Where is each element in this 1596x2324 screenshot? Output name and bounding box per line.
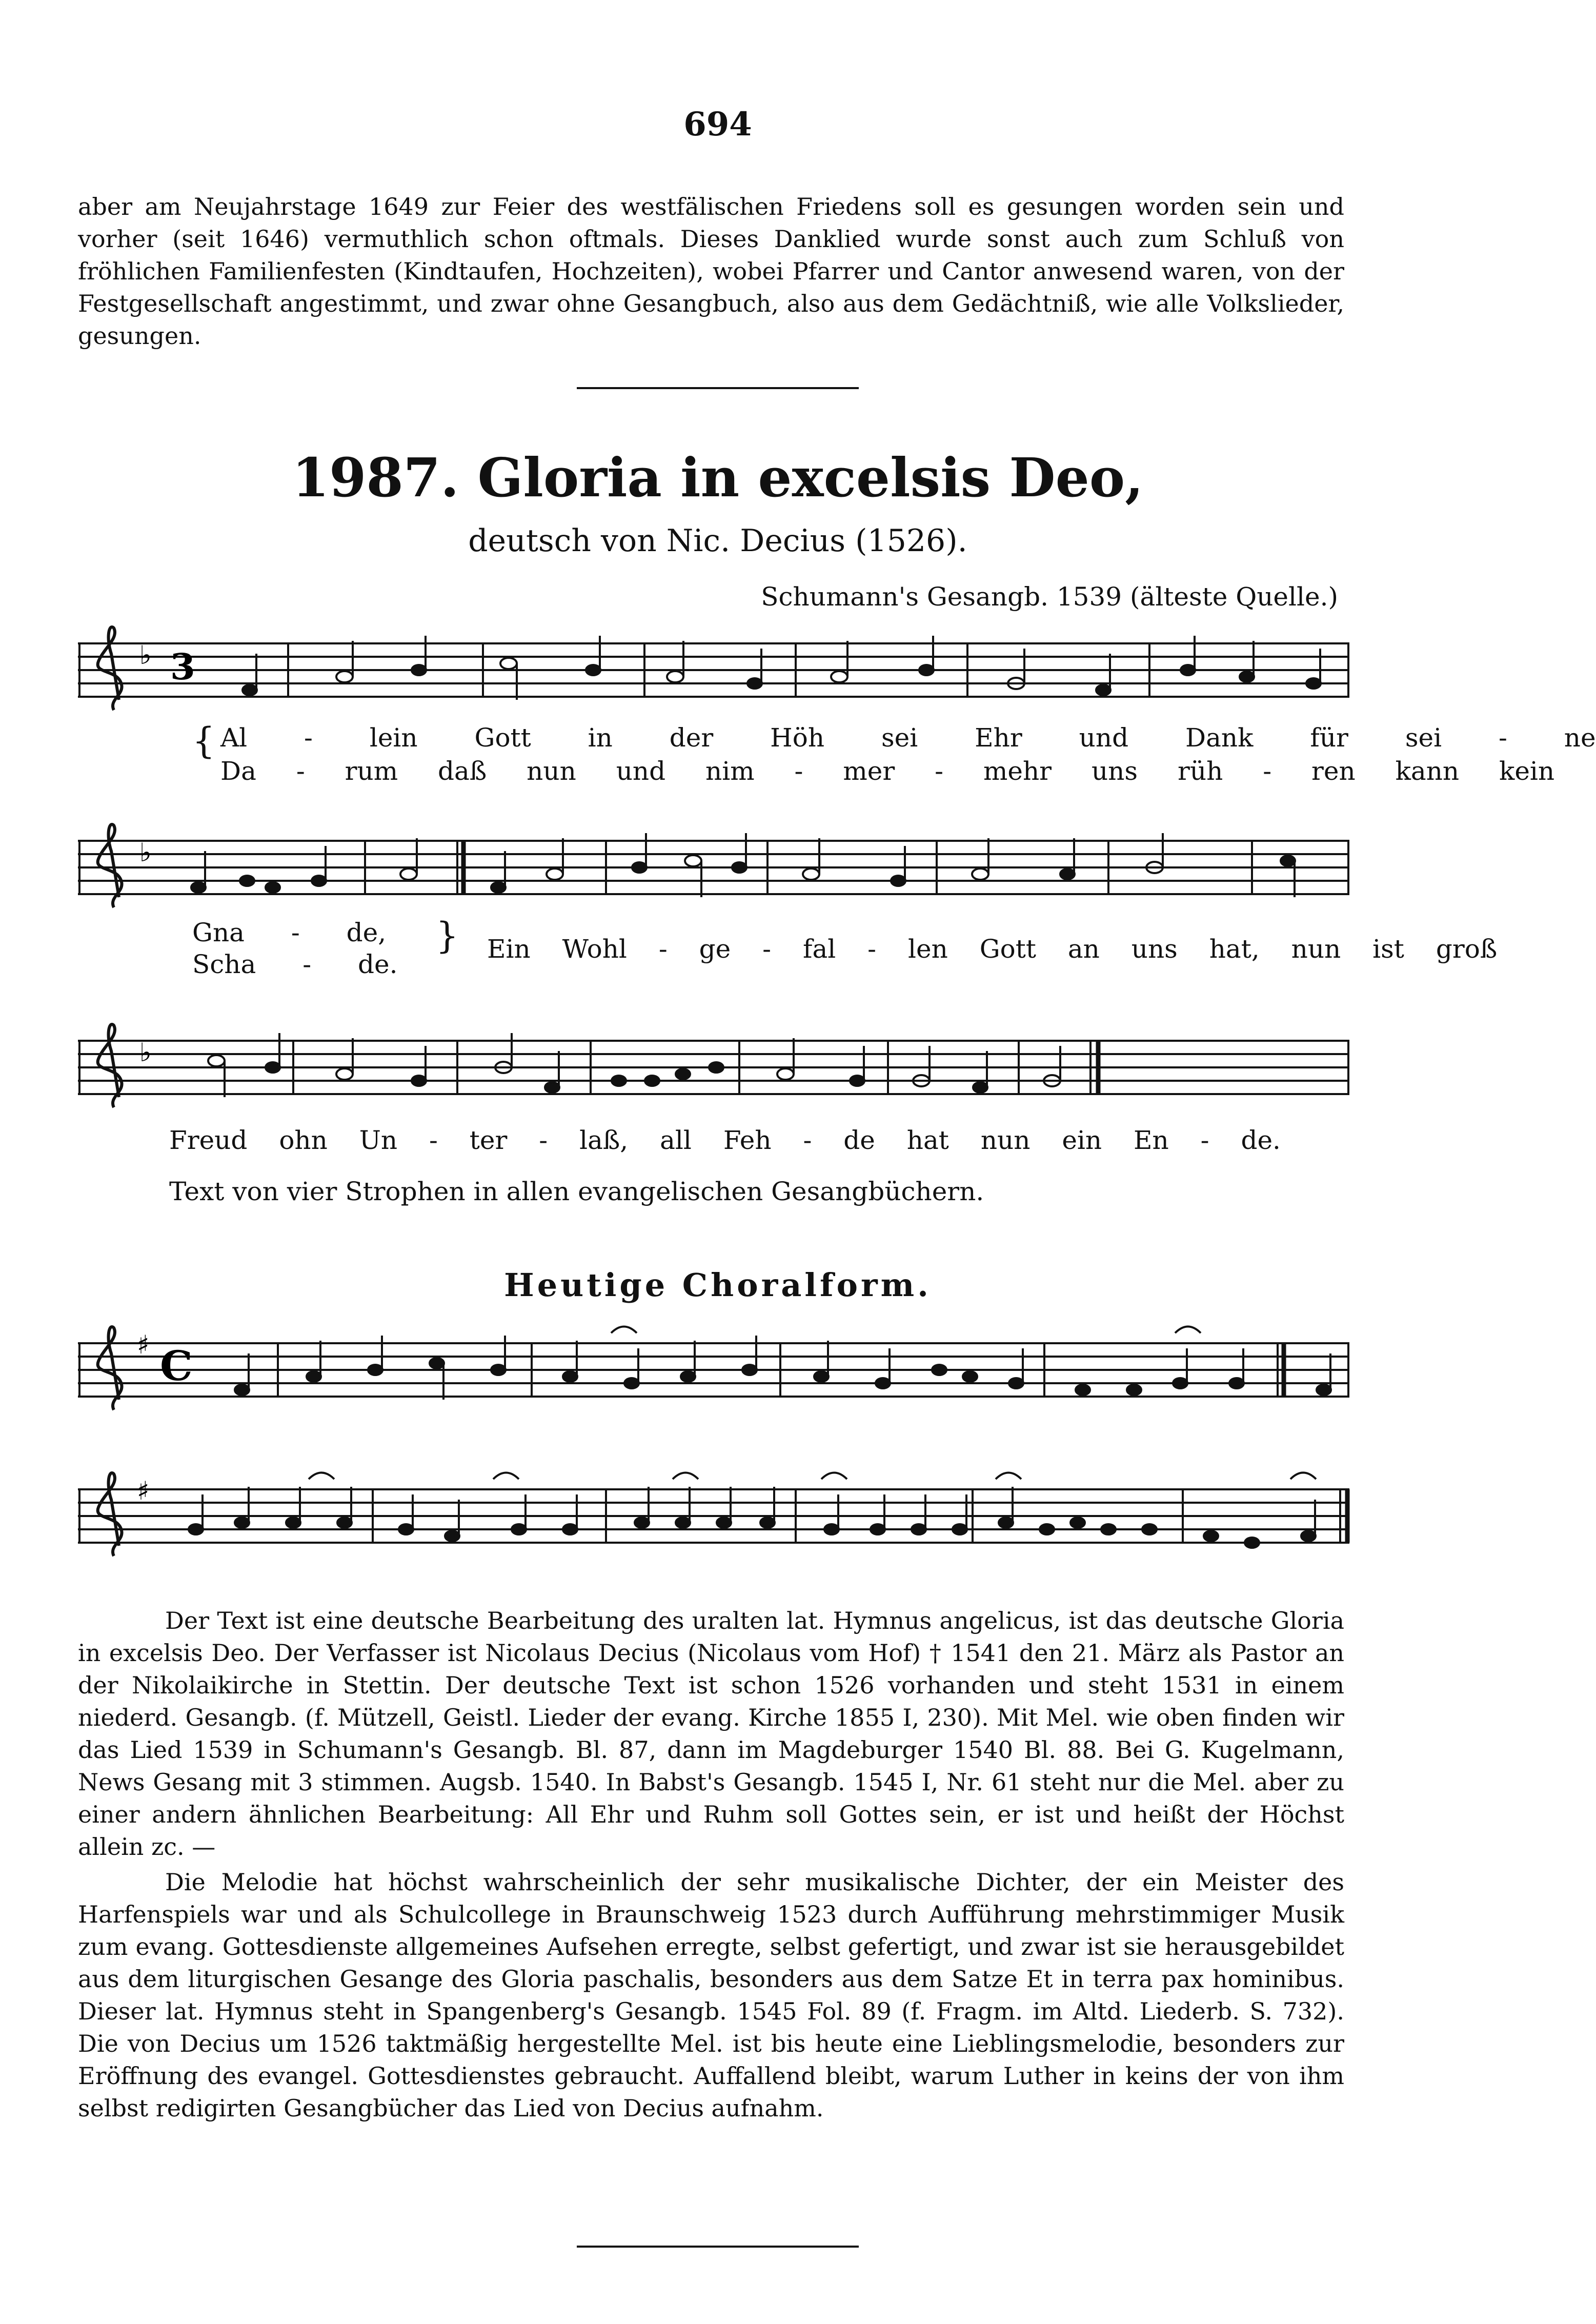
hymn-title-text: Gloria in excelsis Deo, [477,446,1144,509]
separator-rule-top [577,387,859,389]
flat-sign-icon: ♭ [139,640,152,670]
lyrics-line-2a: Gna - de, [192,918,387,947]
separator-rule-bottom [577,2246,859,2248]
staff-1 [78,623,1360,720]
text-note: Text von vier Strophen in allen evangelischen Gesangbüchern. [169,1177,984,1206]
fermata-icon [309,1473,1316,1480]
lyrics-line-1a: Al - lein Gott in der Höh sei Ehr und Dank für sei - ne [220,723,1596,753]
sharp-sign-icon: ♯ [137,1476,150,1506]
lyrics-line-1b: Da - rum daß nun und nim - mer - mehr uns rüh - ren kann kein [220,756,1555,786]
modern-form-heading: Heutige Choralform. [504,1266,932,1304]
flat-sign-icon: ♭ [139,838,152,867]
commentary-text: Der Text ist eine deutsche Bearbeitung des uralten lat. Hymnus angelicus, ist das deutsche Gloria in excelsis Deo. Der Verfasser ist Nicolaus Decius (Nicolaus vom Hof) † 1541 den 21. März als Pastor an der Nikolaikirche in Stettin. Der deutsche Text ist schon 1526 vorhanden und steht 1531 in einem niederd. Gesangb. (f. Mützell, Geistl. Lieder der evang. Kirche 1855 I, 230). Mit Mel. wie oben finden wir das Lied 1539 in Schumann's Gesangb. Bl. 87, dann im Magdeburger 1540 Bl. 88. Bei G. Kugelmann, News Gesang mit 3 stimmen. Augsb. 1540. In Babst's Gesangb. 1545 I, Nr. 61 steht nur die Mel. aber zu einer andern ähnlichen Bearbeitung: All Ehr und Ruhm soll Gottes sein, er ist und heißt der Höchst allein zc. — [78,1607,1344,1861]
intro-paragraph: aber am Neujahrstage 1649 zur Feier des westfälischen Friedens soll es gesungen worden sein und vorher (seit 1646) vermuthlich schon oftmals. Dieses Danklied wurde sonst auch zum Schluß von fröhlichen Familienfesten (Kindtaufen, Hochzeiten), wobei Pfarrer und Cantor anwesend waren, von der Festgesellschaft angestimmt, und zwar ohne Gesangbuch, also aus dem Gedächtniß, wie alle Volkslieder, gesungen. [78,193,1344,350]
hymn-subtitle: deutsch von Nic. Decius (1526). [468,523,967,559]
fermata-icon [611,1327,1201,1333]
common-time-signature: C [160,1342,193,1390]
hymn-source: Schumann's Gesangb. 1539 (älteste Quelle.) [761,582,1338,612]
brace-2: } [436,915,459,957]
staff-4 [78,1323,1360,1420]
hymn-number: 1987. [292,446,459,509]
flat-sign-icon: ♭ [139,1038,152,1067]
commentary-melody: Die Melodie hat höchst wahrscheinlich der sehr musikalische Dichter, der ein Meister des Harfenspiels war und als Schulcollege in Braunschweig 1523 durch Aufführung mehrstimmiger Musik zum evang. Gottesdienste allgemeines Aufsehen erregte, selbst gefertigt, und zwar ist sie herausgebildet aus dem liturgischen Gesange des Gloria paschalis, besonders aus dem Satze Et in terra pax hominibus. Dieser lat. Hymnus steht in Spangenberg's Gesangb. 1545 Fol. 89 (f. Fragm. im Altd. Liederb. S. 732). Die von Decius um 1526 taktmäßig hergestellte Mel. ist bis heute eine Lieblingsmelodie, besonders zur Eröffnung des evangel. Gottesdienstes gebraucht. Auffallend bleibt, warum Luther in keins der von ihm selbst redigirten Gesangbücher das Lied von Decius aufnahm. [78,1868,1344,2122]
lyrics-line-2c: Ein Wohl - ge - fal - len Gott an uns hat, nun ist groß [487,934,1498,964]
staff-3 [78,1020,1360,1118]
hymn-title [0,446,1436,509]
staff-2 [78,820,1360,918]
lyrics-line-2b: Scha - de. [192,949,398,979]
lyrics-line-3: Freud ohn Un - ter - laß, all Feh - de hat nun ein En - de. [169,1125,1281,1155]
page-number: 694 [683,105,752,144]
brace-1: { [192,720,215,762]
sharp-sign-icon: ♯ [137,1330,150,1360]
time-signature: 3 [170,645,195,688]
staff-5 [78,1469,1360,1566]
